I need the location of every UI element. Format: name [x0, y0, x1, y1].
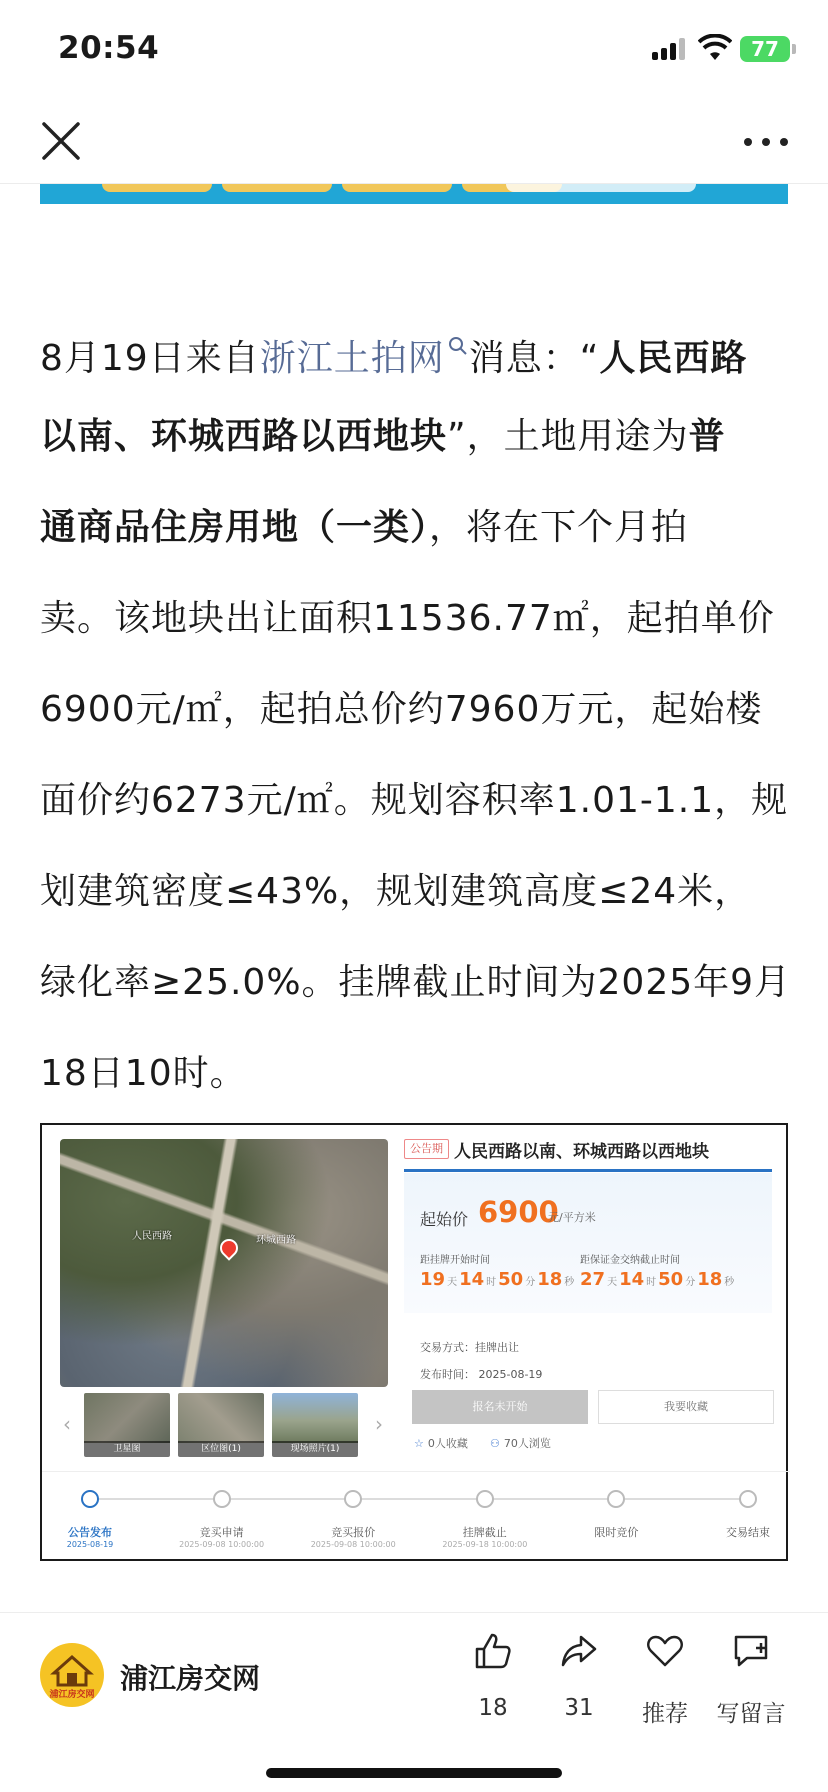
- nav-bar: [0, 100, 828, 184]
- bold-text: 通商品住房用地（一类）: [40, 507, 430, 548]
- top-banner-image[interactable]: [40, 184, 788, 204]
- people-icon: ⚇: [490, 1437, 500, 1450]
- account-name[interactable]: 浦江房交网: [120, 1662, 261, 1695]
- thumbnail-strip: [60, 1391, 388, 1461]
- comment-icon: [731, 1631, 771, 1671]
- article-line: [40, 391, 788, 482]
- article-line: [40, 573, 788, 664]
- article-text: 面价约6273元/㎡。规划容积率1.01-1.1，规: [40, 780, 789, 821]
- price-value: 6900: [478, 1195, 559, 1229]
- countdown-deposit: 27 天 14 时 50 分 18 秒: [580, 1269, 735, 1290]
- source-link[interactable]: 浙江土拍网: [259, 338, 445, 379]
- article-line: [40, 1028, 788, 1119]
- timeline-date: 2025-09-18 10:00:00: [442, 1540, 528, 1549]
- thumbnail-caption: 区位图(1): [178, 1441, 264, 1457]
- article-line: [40, 937, 792, 1028]
- comment-button[interactable]: [711, 1631, 791, 1731]
- recommend-button[interactable]: [625, 1631, 705, 1731]
- lot-title: 人民西路以南、环城西路以西地块: [454, 1142, 709, 1162]
- favorite-count: [414, 1435, 468, 1451]
- timeline-label: 竞买报价: [331, 1526, 376, 1539]
- timeline-date: 2025-09-08 10:00:00: [179, 1540, 265, 1549]
- map-road-label: 人民西路: [132, 1231, 172, 1242]
- bold-text: 以南、环城西路以西地块: [40, 416, 448, 457]
- timeline-node: [213, 1490, 231, 1508]
- price-unit: 元/平方米: [548, 1211, 596, 1224]
- countdown-start-label: 距挂牌开始时间: [420, 1255, 490, 1266]
- battery-cap: [792, 44, 796, 54]
- more-dots-icon[interactable]: [742, 126, 790, 156]
- article-line: [40, 482, 788, 573]
- price-label: 起始价: [420, 1210, 469, 1229]
- publish-time: 发布时间： 2025-08-19: [420, 1368, 543, 1381]
- avatar-text: 浦江房交网: [49, 1690, 95, 1700]
- article-line: [40, 300, 788, 391]
- view-count: [490, 1435, 551, 1451]
- favorite-count-text: 0人收藏: [427, 1437, 468, 1450]
- timeline-node: [607, 1490, 625, 1508]
- bold-text: 人民西路: [599, 338, 748, 379]
- article-text: 8月19日来自: [40, 338, 260, 379]
- status-badge: 公告期: [404, 1139, 449, 1159]
- timeline-label: 竞买申请: [199, 1526, 244, 1539]
- article-body: [40, 300, 792, 1119]
- article-text: 绿化率≥25.0%。挂牌截止时间为2025年9月: [40, 962, 792, 1003]
- map-road-label: 环城西路: [256, 1235, 296, 1246]
- countdown-deposit-label: 距保证金交纳截止时间: [580, 1255, 680, 1266]
- like-count: 18: [478, 1695, 508, 1721]
- article-line: [40, 664, 788, 755]
- heart-icon: [645, 1631, 685, 1671]
- price-panel: [404, 1173, 772, 1313]
- article-text: 卖。该地块出让面积11536.77㎡，起拍单价: [40, 598, 775, 639]
- share-count: 31: [564, 1695, 594, 1721]
- thumbnail-location[interactable]: [178, 1393, 264, 1457]
- star-icon: ☆: [414, 1437, 424, 1450]
- status-bar: [0, 0, 828, 100]
- timeline-date: 2025-08-19: [66, 1540, 114, 1549]
- favorite-button[interactable]: 我要收藏: [598, 1390, 774, 1424]
- article-text: 消息：“: [468, 338, 600, 379]
- satellite-map-image[interactable]: [60, 1139, 388, 1387]
- bold-text: 普: [688, 416, 726, 457]
- thumbnail-caption: 卫星图: [84, 1441, 170, 1457]
- wifi-icon: [698, 34, 732, 62]
- trade-method: 交易方式：挂牌出让: [420, 1341, 519, 1354]
- account-avatar[interactable]: [40, 1643, 104, 1707]
- timeline-label: 挂牌截止: [462, 1526, 507, 1539]
- status-time: 20:54: [58, 30, 160, 66]
- thumbnail-caption: 现场照片(1): [272, 1441, 358, 1457]
- article-line: [40, 755, 788, 846]
- search-icon[interactable]: [447, 300, 469, 322]
- article-line: [40, 846, 788, 937]
- share-icon: [559, 1631, 599, 1671]
- like-button[interactable]: [453, 1631, 533, 1731]
- map-pin-icon: [216, 1235, 241, 1260]
- share-button[interactable]: [539, 1631, 619, 1731]
- timeline-node: [476, 1490, 494, 1508]
- timeline-node: [739, 1490, 757, 1508]
- thumbnail-site-photo[interactable]: [272, 1393, 358, 1457]
- comment-label: 写留言: [716, 1701, 786, 1727]
- land-listing-card[interactable]: [40, 1123, 788, 1561]
- timeline-track: [90, 1498, 748, 1500]
- thumbs-up-icon: [473, 1631, 513, 1671]
- timeline-label: 限时竞价: [594, 1526, 639, 1539]
- signup-button[interactable]: 报名未开始: [412, 1390, 588, 1424]
- cellular-signal-icon: [652, 38, 690, 60]
- title-divider: [404, 1169, 772, 1172]
- timeline-date: 2025-09-08 10:00:00: [310, 1540, 396, 1549]
- recommend-label: 推荐: [642, 1701, 688, 1727]
- countdown-start: 19 天 14 时 50 分 18 秒: [420, 1269, 575, 1290]
- timeline-node: [81, 1490, 99, 1508]
- timeline-node: [344, 1490, 362, 1508]
- bottom-bar: [0, 1612, 828, 1792]
- chevron-right-icon[interactable]: ›: [375, 1412, 383, 1436]
- chevron-left-icon[interactable]: ‹: [63, 1412, 71, 1436]
- article-text: 划建筑密度≤43%，规划建筑高度≤24米，: [40, 871, 752, 912]
- article-text: 6900元/㎡，起拍总价约7960万元，起始楼: [40, 689, 763, 730]
- thumbnail-satellite[interactable]: [84, 1393, 170, 1457]
- timeline-label: 公告发布: [68, 1526, 112, 1539]
- article-text: 18日10时。: [40, 1053, 247, 1094]
- article-text: ”，土地用途为: [447, 416, 689, 457]
- article-text: ，将在下个月拍: [429, 507, 689, 548]
- battery-icon: 77: [740, 36, 790, 62]
- timeline-label: 交易结束: [726, 1526, 770, 1539]
- close-icon[interactable]: [38, 118, 84, 164]
- home-indicator[interactable]: [266, 1768, 562, 1778]
- auction-timeline: [42, 1471, 790, 1557]
- view-count-text: 70人浏览: [503, 1437, 551, 1450]
